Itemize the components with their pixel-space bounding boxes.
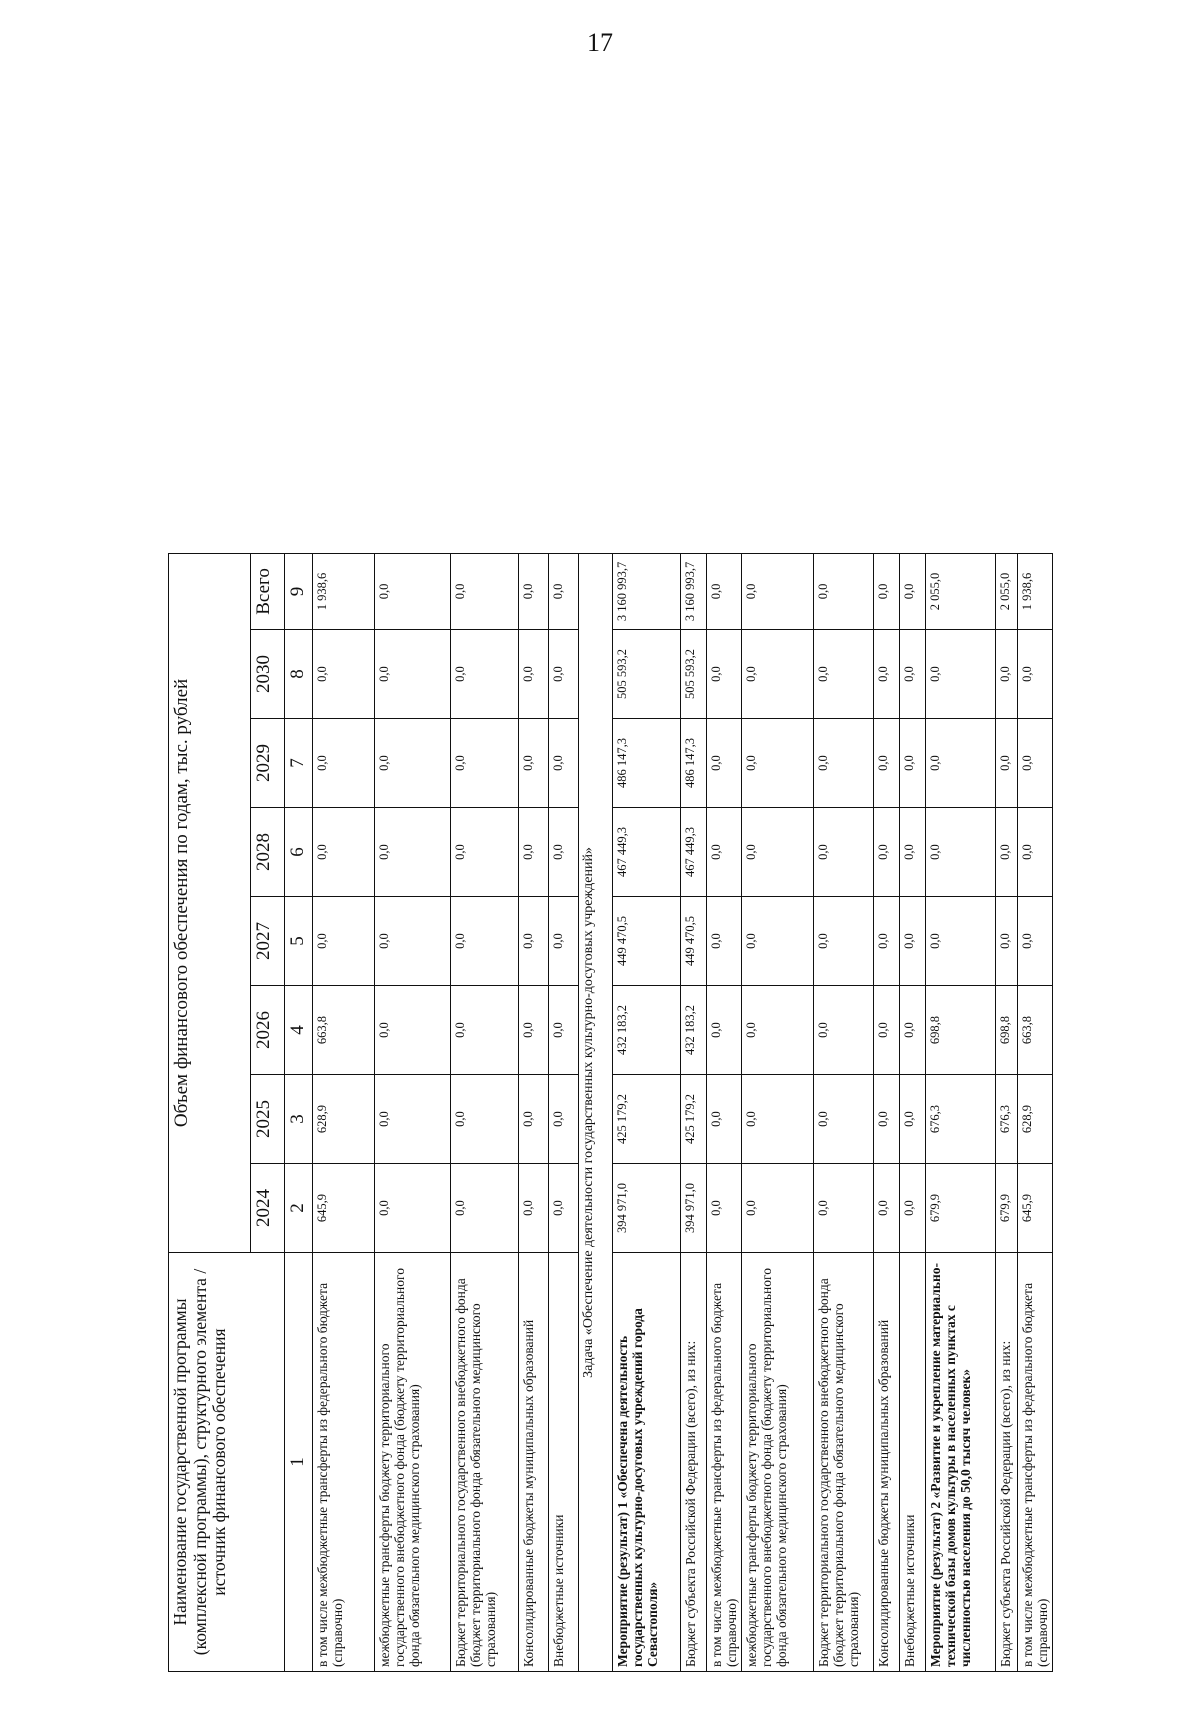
row-value: 0,0 bbox=[742, 986, 814, 1075]
row-value: 0,0 bbox=[707, 808, 742, 897]
row-value: 0,0 bbox=[996, 897, 1018, 986]
table-row bbox=[681, 553, 707, 1671]
row-value: 0,0 bbox=[742, 1075, 814, 1164]
rotated-table-container bbox=[168, 554, 1051, 1672]
row-value: 0,0 bbox=[375, 1075, 451, 1164]
row-value: 0,0 bbox=[707, 630, 742, 719]
row-value: 0,0 bbox=[313, 808, 375, 897]
row-value: 0,0 bbox=[707, 1075, 742, 1164]
row-value: 0,0 bbox=[313, 719, 375, 808]
table-row bbox=[451, 553, 519, 1671]
row-value: 0,0 bbox=[1018, 719, 1053, 808]
row-value: 0,0 bbox=[519, 986, 549, 1075]
row-label: в том числе межбюджетные трансферты из федерального бюджета (справочно) bbox=[313, 1253, 375, 1672]
row-value: 0,0 bbox=[926, 719, 996, 808]
row-value: 0,0 bbox=[900, 630, 926, 719]
row-value: 663,8 bbox=[313, 986, 375, 1075]
row-value: 0,0 bbox=[874, 630, 900, 719]
header-year: 2026 bbox=[251, 986, 285, 1075]
row-value: 0,0 bbox=[900, 897, 926, 986]
row-value: 467 449,3 bbox=[681, 808, 707, 897]
row-label: межбюджетные трансферты бюджету территориального государственного внебюджетного фонда (бюджету территориального фонда обязательного медицинского страхования) bbox=[375, 1253, 451, 1672]
row-value: 0,0 bbox=[900, 808, 926, 897]
row-value: 0,0 bbox=[549, 630, 579, 719]
row-value: 628,9 bbox=[1018, 1075, 1053, 1164]
row-total-value: 2 055,0 bbox=[996, 553, 1018, 629]
row-value: 0,0 bbox=[814, 897, 874, 986]
column-number: 3 bbox=[285, 1075, 313, 1164]
table-row bbox=[375, 553, 451, 1671]
row-value: 0,0 bbox=[451, 808, 519, 897]
header-year: 2024 bbox=[251, 1164, 285, 1253]
row-value: 0,0 bbox=[375, 986, 451, 1075]
row-value: 0,0 bbox=[926, 897, 996, 986]
row-value: 0,0 bbox=[549, 897, 579, 986]
row-value: 0,0 bbox=[742, 897, 814, 986]
row-value: 0,0 bbox=[549, 1075, 579, 1164]
row-value: 449 470,5 bbox=[681, 897, 707, 986]
row-value: 0,0 bbox=[814, 630, 874, 719]
row-label: Консолидированные бюджеты муниципальных образований bbox=[519, 1253, 549, 1672]
row-value: 0,0 bbox=[996, 630, 1018, 719]
row-value: 0,0 bbox=[451, 630, 519, 719]
row-total-value: 2 055,0 bbox=[926, 553, 996, 629]
task-title: Задача «Обеспечение деятельности государственных культурно-досуговых учреждений» bbox=[579, 553, 613, 1671]
table-row bbox=[519, 553, 549, 1671]
row-value: 0,0 bbox=[519, 630, 549, 719]
row-value: 394 971,0 bbox=[681, 1164, 707, 1253]
row-total-value: 1 938,6 bbox=[1018, 553, 1053, 629]
row-value: 0,0 bbox=[707, 897, 742, 986]
header-year: 2025 bbox=[251, 1075, 285, 1164]
row-value: 0,0 bbox=[926, 808, 996, 897]
row-value: 0,0 bbox=[742, 1164, 814, 1253]
column-number: 8 bbox=[285, 630, 313, 719]
page-number: 17 bbox=[587, 28, 613, 57]
row-label: Консолидированные бюджеты муниципальных образований bbox=[874, 1253, 900, 1672]
row-total-value: 0,0 bbox=[519, 553, 549, 629]
header-financing-group: Объем финансового обеспечения по годам, тыс. рублей bbox=[169, 553, 251, 1252]
row-value: 676,3 bbox=[926, 1075, 996, 1164]
table-row bbox=[613, 553, 681, 1671]
header-year: 2030 bbox=[251, 630, 285, 719]
row-value: 0,0 bbox=[519, 1164, 549, 1253]
row-label: Бюджет субъекта Российской Федерации (всего), из них: bbox=[681, 1253, 707, 1672]
row-label: в том числе межбюджетные трансферты из федерального бюджета (справочно) bbox=[707, 1253, 742, 1672]
header-name-column: Наименование государственной программы (комплексной программы), структурного элемента / источник финансового обеспечения bbox=[169, 1253, 285, 1672]
row-value: 0,0 bbox=[874, 1164, 900, 1253]
row-value: 0,0 bbox=[549, 986, 579, 1075]
column-number: 1 bbox=[285, 1253, 313, 1672]
header-year: 2029 bbox=[251, 719, 285, 808]
row-total-value: 0,0 bbox=[874, 553, 900, 629]
row-total-value: 0,0 bbox=[742, 553, 814, 629]
row-value: 0,0 bbox=[451, 1164, 519, 1253]
row-value: 486 147,3 bbox=[681, 719, 707, 808]
row-value: 505 593,2 bbox=[613, 630, 681, 719]
table-row bbox=[814, 553, 874, 1671]
row-value: 0,0 bbox=[874, 986, 900, 1075]
row-value: 425 179,2 bbox=[681, 1075, 707, 1164]
table-row bbox=[549, 553, 579, 1671]
row-value: 0,0 bbox=[926, 630, 996, 719]
row-value: 467 449,3 bbox=[613, 808, 681, 897]
row-value: 0,0 bbox=[519, 719, 549, 808]
table-row bbox=[742, 553, 814, 1671]
header-year: 2028 bbox=[251, 808, 285, 897]
table-row bbox=[707, 553, 742, 1671]
row-value: 0,0 bbox=[742, 719, 814, 808]
row-value: 676,3 bbox=[996, 1075, 1018, 1164]
row-label: Мероприятие (результат) 2 «Развитие и укрепление материально-технической базы домов культуры в населенных пунктах с численностью населения до 50,0 тысяч человек» bbox=[926, 1253, 996, 1672]
row-label: Бюджет субъекта Российской Федерации (всего), из них: bbox=[996, 1253, 1018, 1672]
row-value: 0,0 bbox=[874, 1075, 900, 1164]
financing-table bbox=[168, 553, 1053, 1672]
row-label: Внебюджетные источники bbox=[900, 1253, 926, 1672]
column-number: 9 bbox=[285, 553, 313, 629]
row-value: 0,0 bbox=[549, 719, 579, 808]
row-value: 0,0 bbox=[313, 897, 375, 986]
row-total-value: 3 160 993,7 bbox=[681, 553, 707, 629]
row-value: 0,0 bbox=[742, 630, 814, 719]
row-value: 0,0 bbox=[375, 897, 451, 986]
row-total-value: 0,0 bbox=[375, 553, 451, 629]
row-value: 0,0 bbox=[814, 808, 874, 897]
row-total-value: 0,0 bbox=[814, 553, 874, 629]
row-value: 0,0 bbox=[814, 1075, 874, 1164]
row-label: Бюджет территориального государственного внебюджетного фонда (бюджет территориального фонда обязательного медицинского страхования) bbox=[451, 1253, 519, 1672]
column-number: 4 bbox=[285, 986, 313, 1075]
row-value: 0,0 bbox=[451, 1075, 519, 1164]
row-value: 425 179,2 bbox=[613, 1075, 681, 1164]
row-value: 0,0 bbox=[900, 719, 926, 808]
row-value: 0,0 bbox=[519, 897, 549, 986]
row-value: 505 593,2 bbox=[681, 630, 707, 719]
row-value: 394 971,0 bbox=[613, 1164, 681, 1253]
table-row bbox=[874, 553, 900, 1671]
header-year: 2027 bbox=[251, 897, 285, 986]
row-label: Внебюджетные источники bbox=[549, 1253, 579, 1672]
row-value: 0,0 bbox=[707, 1164, 742, 1253]
row-value: 432 183,2 bbox=[681, 986, 707, 1075]
row-value: 0,0 bbox=[742, 808, 814, 897]
row-value: 486 147,3 bbox=[613, 719, 681, 808]
row-value: 0,0 bbox=[451, 719, 519, 808]
row-value: 663,8 bbox=[1018, 986, 1053, 1075]
row-label: Бюджет территориального государственного внебюджетного фонда (бюджет территориального фонда обязательного медицинского страхования) bbox=[814, 1253, 874, 1672]
row-value: 0,0 bbox=[375, 808, 451, 897]
table-row bbox=[1018, 553, 1053, 1671]
row-value: 0,0 bbox=[874, 897, 900, 986]
row-value: 0,0 bbox=[996, 808, 1018, 897]
row-total-value: 3 160 993,7 bbox=[613, 553, 681, 629]
row-label: в том числе межбюджетные трансферты из федерального бюджета (справочно) bbox=[1018, 1253, 1053, 1672]
row-value: 0,0 bbox=[1018, 630, 1053, 719]
row-value: 449 470,5 bbox=[613, 897, 681, 986]
row-total-value: 1 938,6 bbox=[313, 553, 375, 629]
row-value: 0,0 bbox=[375, 1164, 451, 1253]
row-value: 0,0 bbox=[451, 897, 519, 986]
column-number: 6 bbox=[285, 808, 313, 897]
row-value: 432 183,2 bbox=[613, 986, 681, 1075]
row-value: 698,8 bbox=[926, 986, 996, 1075]
row-label: Мероприятие (результат) 1 «Обеспечена деятельность государственных культурно-досуговых учреждений города Севастополя» bbox=[613, 1253, 681, 1672]
row-value: 698,8 bbox=[996, 986, 1018, 1075]
row-value: 0,0 bbox=[707, 719, 742, 808]
row-total-value: 0,0 bbox=[707, 553, 742, 629]
column-number: 2 bbox=[285, 1164, 313, 1253]
header-total: Всего bbox=[251, 553, 285, 629]
row-value: 0,0 bbox=[1018, 897, 1053, 986]
task-row bbox=[579, 553, 613, 1671]
row-value: 0,0 bbox=[814, 1164, 874, 1253]
row-value: 0,0 bbox=[313, 630, 375, 719]
row-total-value: 0,0 bbox=[549, 553, 579, 629]
column-number: 7 bbox=[285, 719, 313, 808]
row-value: 645,9 bbox=[313, 1164, 375, 1253]
row-value: 679,9 bbox=[926, 1164, 996, 1253]
table-row bbox=[996, 553, 1018, 1671]
row-value: 0,0 bbox=[814, 719, 874, 808]
row-value: 0,0 bbox=[874, 719, 900, 808]
row-value: 628,9 bbox=[313, 1075, 375, 1164]
row-value: 0,0 bbox=[707, 986, 742, 1075]
table-row bbox=[313, 553, 375, 1671]
row-value: 0,0 bbox=[519, 1075, 549, 1164]
row-value: 0,0 bbox=[549, 808, 579, 897]
row-value: 0,0 bbox=[451, 986, 519, 1075]
row-value: 0,0 bbox=[519, 808, 549, 897]
row-label: межбюджетные трансферты бюджету территориального государственного внебюджетного фонда (бюджету территориального фонда обязательного медицинского страхования) bbox=[742, 1253, 814, 1672]
row-value: 0,0 bbox=[900, 986, 926, 1075]
row-total-value: 0,0 bbox=[451, 553, 519, 629]
row-value: 0,0 bbox=[375, 630, 451, 719]
row-value: 0,0 bbox=[900, 1075, 926, 1164]
row-value: 0,0 bbox=[549, 1164, 579, 1253]
row-value: 0,0 bbox=[996, 719, 1018, 808]
column-number: 5 bbox=[285, 897, 313, 986]
row-value: 0,0 bbox=[900, 1164, 926, 1253]
row-total-value: 0,0 bbox=[900, 553, 926, 629]
row-value: 645,9 bbox=[1018, 1164, 1053, 1253]
row-value: 0,0 bbox=[375, 719, 451, 808]
table-row bbox=[926, 553, 996, 1671]
row-value: 0,0 bbox=[874, 808, 900, 897]
row-value: 0,0 bbox=[814, 986, 874, 1075]
row-value: 0,0 bbox=[1018, 808, 1053, 897]
row-value: 679,9 bbox=[996, 1164, 1018, 1253]
table-row bbox=[900, 553, 926, 1671]
